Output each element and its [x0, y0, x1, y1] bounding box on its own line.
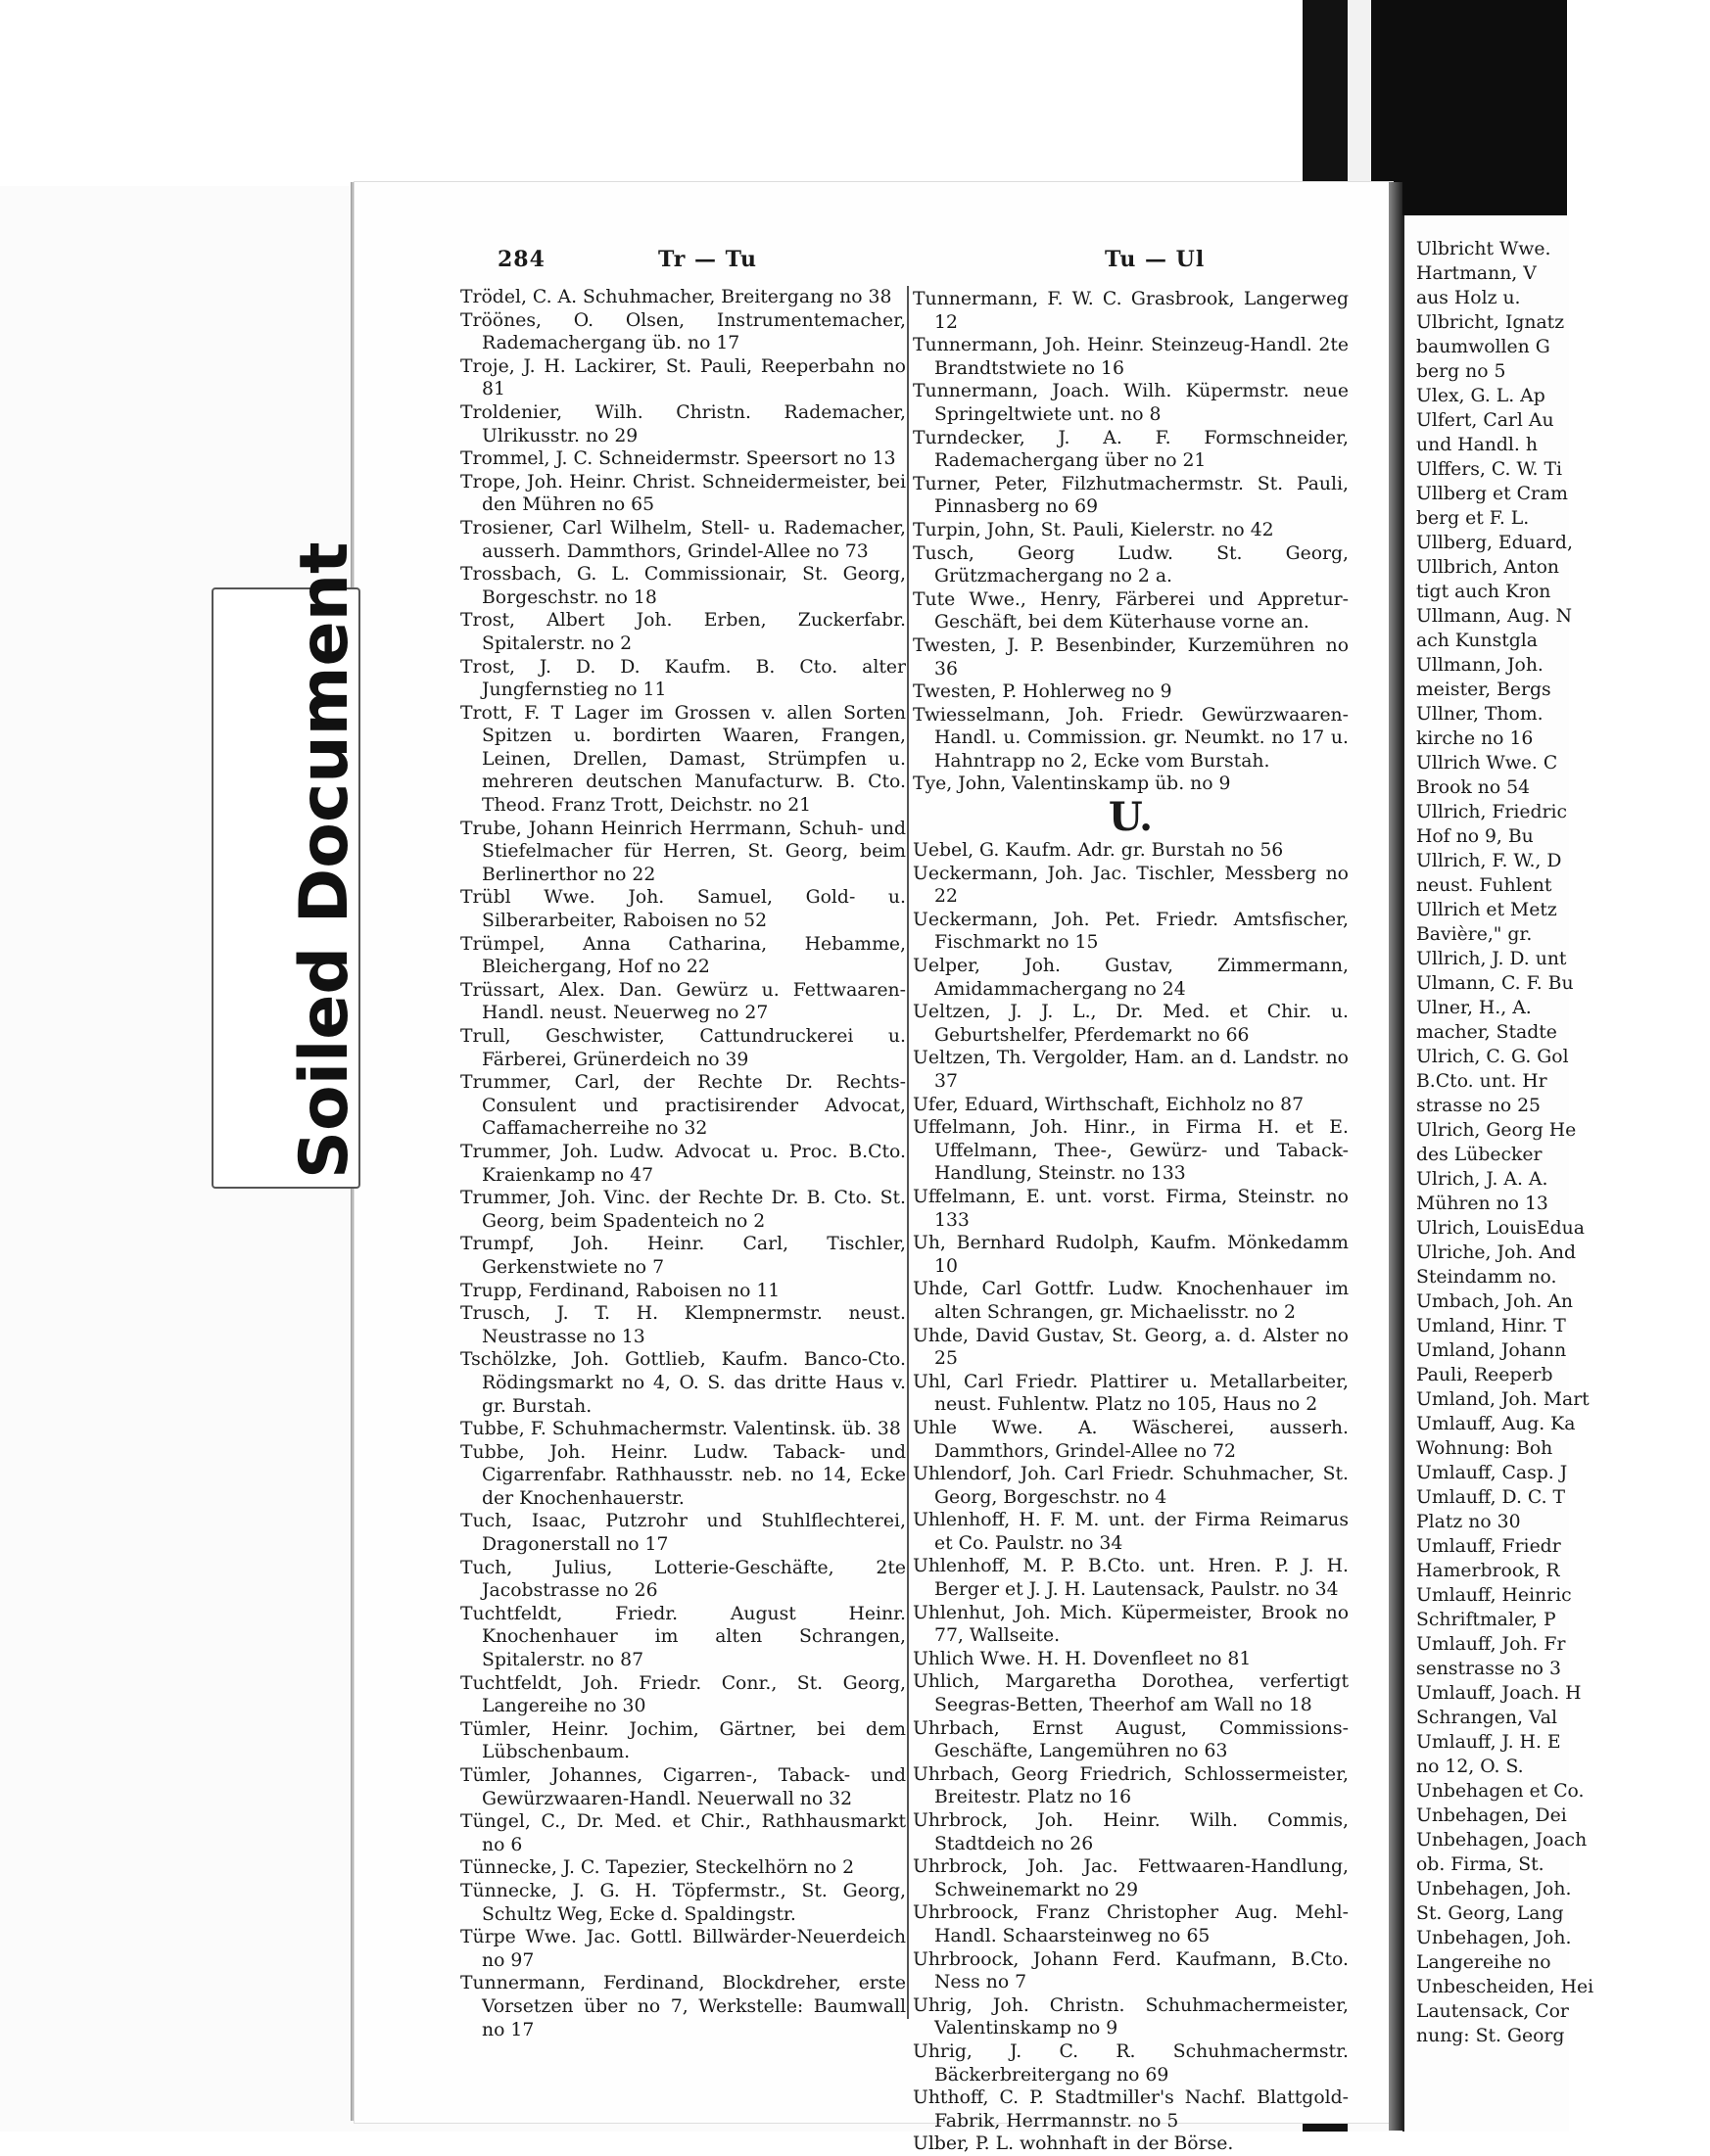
directory-entry: Uhrig, Joh. Christn. Schuhmachermeister, Valentinskamp no 9	[913, 1994, 1349, 2039]
directory-entry: Uhlich Wwe. H. H. Dovenfleet no 81	[913, 1648, 1252, 1669]
directory-entry: Uh, Bernhard Rudolph, Kaufm. Mönkedamm 10	[913, 1233, 1349, 1277]
next-page-line: nung: St. Georg	[1416, 2026, 1565, 2046]
directory-entry: Troldenier, Wilh. Christn. Rademacher, Ulrikusstr. no 29	[460, 401, 906, 446]
next-page-line: Ulrich, Georg He	[1416, 1120, 1577, 1141]
next-page-line: Umlauff, Friedr	[1416, 1536, 1561, 1557]
directory-entry: Ulber, P. L. wohnhaft in der Börse.	[913, 2133, 1234, 2155]
directory-entry: Uhrbach, Ernst August, Commissions-Geschäfte, Langemühren no 63	[913, 1717, 1349, 1762]
next-page-line: Ulbricht Wwe.	[1416, 239, 1551, 259]
directory-entry: Uhlenhoff, M. P. B.Cto. unt. Hren. P. J. H. Berger et J. J. H. Lautensack, Paulstr. no 34	[913, 1556, 1349, 1601]
directory-entry: Tüngel, C., Dr. Med. et Chir., Rathhausmarkt no 6	[460, 1811, 906, 1855]
directory-entry: Uhrbrock, Joh. Heinr. Wilh. Commis, Stadtdeich no 26	[913, 1810, 1349, 1854]
next-page-line: Langereihe no	[1416, 1952, 1551, 1973]
next-page-line: Unbescheiden, Hei	[1416, 1977, 1594, 1997]
next-page-line: senstrasse no 3	[1416, 1659, 1561, 1679]
next-page-line: baumwollen G	[1416, 337, 1550, 357]
next-page-line: no 12, O. S.	[1416, 1757, 1524, 1777]
directory-entry: Tuchtfeldt, Joh. Friedr. Conr., St. Georg, Langereihe no 30	[460, 1672, 906, 1717]
next-page-line: Unbehagen, Joh.	[1416, 1928, 1572, 1948]
directory-entry: Uhde, David Gustav, St. Georg, a. d. Alster no 25	[913, 1325, 1349, 1370]
next-page-line: Umlauff, Joh. Fr	[1416, 1634, 1566, 1655]
right-column-t-entries	[913, 288, 1349, 796]
directory-entry: Tschölzke, Joh. Gottlieb, Kaufm. Banco-Cto. Rödingsmarkt no 4, O. S. das dritte Haus v. gr. Burstah.	[460, 1349, 906, 1417]
right-column	[913, 288, 1349, 2156]
next-page-line: Ulbricht, Ignatz	[1416, 312, 1565, 333]
next-page-line: berg et F. L.	[1416, 508, 1530, 529]
next-page-line: Hof no 9, Bu	[1416, 826, 1534, 847]
directory-entry: Turner, Peter, Filzhutmachermstr. St. Pauli, Pinnasberg no 69	[913, 473, 1349, 518]
directory-entry: Trost, J. D. D. Kaufm. B. Cto. alter Jungfernstieg no 11	[460, 656, 906, 701]
directory-entry: Twesten, P. Hohlerweg no 9	[913, 681, 1172, 703]
directory-entry: Twesten, J. P. Besenbinder, Kurzemühren no 36	[913, 634, 1349, 680]
directory-entry: Uhthoff, C. P. Stadtmiller's Nachf. Blattgold-Fabrik, Herrmannstr. no 5	[913, 2087, 1349, 2132]
next-page-line: Ulner, H., A.	[1416, 998, 1532, 1018]
directory-entry: Uhl, Carl Friedr. Plattirer u. Metallarbeiter, neust. Fuhlentw. Platz no 105, Haus no 2	[913, 1371, 1349, 1416]
directory-entry: Tünnecke, J. C. Tapezier, Steckelhörn no 2	[460, 1857, 855, 1879]
next-page-column	[1416, 237, 1710, 2048]
directory-entry: Uelper, Joh. Gustav, Zimmermann, Amidammachergang no 24	[913, 956, 1349, 1000]
directory-entry: Trosiener, Carl Wilhelm, Stell- u. Rademacher, ausserh. Dammthors, Grindel-Allee no 73	[460, 517, 906, 562]
directory-entry: Turndecker, J. A. F. Formschneider, Rademachergang über no 21	[913, 427, 1349, 472]
stamp-label: Soiled Document	[286, 541, 363, 1179]
directory-entry: Ueckermann, Joh. Jac. Tischler, Messberg no 22	[913, 863, 1349, 908]
directory-entry: Tuchtfeldt, Friedr. August Heinr. Knochenhauer im alten Schrangen, Spitalerstr. no 87	[460, 1603, 906, 1671]
next-page-line: Ulriche, Joh. And	[1416, 1242, 1577, 1263]
next-page-line: berg no 5	[1416, 361, 1506, 382]
next-page-line: Umland, Joh. Mart	[1416, 1389, 1590, 1410]
next-page-line: Umlauff, J. H. E	[1416, 1732, 1561, 1753]
next-page-line: Lautensack, Cor	[1416, 2001, 1569, 2022]
directory-entry: Troje, J. H. Lackirer, St. Pauli, Reeperbahn no 81	[460, 355, 906, 400]
directory-entry: Trost, Albert Joh. Erben, Zuckerfabr. Spitalerstr. no 2	[460, 610, 906, 654]
next-page-line: ob. Firma, St.	[1416, 1854, 1544, 1875]
directory-entry: Tünnecke, J. G. H. Töpfermstr., St. Georg, Schultz Weg, Ecke d. Spaldingstr.	[460, 1880, 906, 1925]
next-page-line: aus Holz u.	[1416, 288, 1521, 308]
directory-entry: Trummer, Joh. Ludw. Advocat u. Proc. B.Cto. Kraienkamp no 47	[460, 1141, 906, 1186]
directory-entry: Trube, Johann Heinrich Herrmann, Schuh- und Stiefelmacher für Herren, St. Georg, beim Berlinerthor no 22	[460, 818, 906, 885]
next-page-line: Mühren no 13	[1416, 1194, 1548, 1214]
gutter-shadow	[1389, 182, 1402, 2131]
directory-entry: Uhlich, Margaretha Dorothea, verfertigt Seegras-Betten, Theerhof am Wall no 18	[913, 1671, 1349, 1716]
next-page-line: des Lübecker	[1416, 1145, 1543, 1165]
next-page-line: Ulex, G. L. Ap	[1416, 386, 1545, 406]
next-page-line: Ullrich, J. D. unt	[1416, 949, 1567, 969]
next-page-line: neust. Fuhlent	[1416, 875, 1552, 896]
next-page-line: Unbehagen, Dei	[1416, 1805, 1567, 1826]
next-page-line: Wohnung: Boh	[1416, 1438, 1553, 1459]
next-page-line: strasse no 25	[1416, 1096, 1541, 1116]
right-running-head: Tu — Ul	[1105, 247, 1206, 272]
directory-entry: Tute Wwe., Henry, Färberei und Appretur-Geschäft, bei dem Küterhause vorne an.	[913, 588, 1349, 633]
next-page-line: Umbach, Joh. An	[1416, 1291, 1573, 1312]
next-page-line: Ullberg et Cram	[1416, 484, 1568, 504]
next-page-line: St. Georg, Lang	[1416, 1903, 1564, 1924]
directory-entry: Trull, Geschwister, Cattundruckerei u. Färberei, Grünerdeich no 39	[460, 1026, 906, 1070]
next-page-line: Hartmann, V	[1416, 263, 1537, 284]
directory-entry: Tunnermann, Joach. Wilh. Küpermstr. neue Springeltwiete unt. no 8	[913, 381, 1349, 425]
next-page-line: ach Kunstgla	[1416, 631, 1539, 651]
next-page-fragment	[1402, 215, 1594, 2132]
next-page-line: Ullbrich, Anton	[1416, 557, 1560, 578]
directory-entry: Trossbach, G. L. Commissionair, St. Georg, Borgeschstr. no 18	[460, 564, 906, 608]
directory-entry: Tunnermann, F. W. C. Grasbrook, Langerweg 12	[913, 289, 1349, 333]
next-page-line: Ulrich, C. G. Gol	[1416, 1047, 1569, 1067]
directory-entry: Uhrig, J. C. R. Schuhmachermstr. Bäckerbreitergang no 69	[913, 2040, 1349, 2086]
next-page-line: Unbehagen et Co.	[1416, 1781, 1585, 1802]
next-page-line: Umlauff, Heinric	[1416, 1585, 1572, 1606]
next-page-line: Steindamm no.	[1416, 1267, 1557, 1288]
directory-entry: Trumpf, Joh. Heinr. Carl, Tischler, Gerkenstwiete no 7	[460, 1234, 906, 1278]
directory-entry: Tuch, Julius, Lotterie-Geschäfte, 2te Jacobstrasse no 26	[460, 1557, 906, 1602]
directory-entry: Trope, Joh. Heinr. Christ. Schneidermeister, bei den Mühren no 65	[460, 471, 906, 516]
directory-entry: Tunnermann, Joh. Heinr. Steinzeug-Handl. 2te Brandtstwiete no 16	[913, 335, 1349, 379]
directory-entry: Trummer, Joh. Vinc. der Rechte Dr. B. Cto. St. Georg, beim Spadenteich no 2	[460, 1188, 906, 1232]
directory-entry: Tümler, Heinr. Jochim, Gärtner, bei dem Lübschenbaum.	[460, 1718, 906, 1763]
next-page-line: Brook no 54	[1416, 777, 1531, 798]
next-page-line: Platz no 30	[1416, 1512, 1521, 1532]
next-page-line: Umlauff, Aug. Ka	[1416, 1414, 1576, 1434]
directory-entry: Uebel, G. Kaufm. Adr. gr. Burstah no 56	[913, 840, 1284, 862]
directory-entry: Uhle Wwe. A. Wäscherei, ausserh. Dammthors, Grindel-Allee no 72	[913, 1417, 1349, 1462]
next-page-line: Umland, Hinr. T	[1416, 1316, 1566, 1336]
next-page-line: Ullrich, Friedric	[1416, 802, 1568, 822]
section-letter: U.	[1108, 794, 1154, 841]
directory-entry: Trüssart, Alex. Dan. Gewürz u. Fettwaaren-Handl. neust. Neuerweg no 27	[460, 979, 906, 1024]
directory-entry: Ueltzen, J. J. L., Dr. Med. et Chir. u. Geburtshelfer, Pferdemarkt no 66	[913, 1002, 1349, 1046]
next-page-line: Unbehagen, Joach	[1416, 1830, 1588, 1851]
directory-entry: Trupp, Ferdinand, Raboisen no 11	[460, 1280, 781, 1301]
directory-entry: Uhrbach, Georg Friedrich, Schlossermeister, Breitestr. Platz no 16	[913, 1763, 1349, 1808]
directory-entry: Ueltzen, Th. Vergolder, Ham. an d. Landstr. no 37	[913, 1048, 1349, 1092]
directory-entry: Tusch, Georg Ludw. St. Georg, Grützmachergang no 2 a.	[913, 542, 1349, 587]
directory-entry: Uhrbroock, Johann Ferd. Kaufmann, B.Cto. Ness no 7	[913, 1948, 1349, 1993]
next-page-line: meister, Bergs	[1416, 680, 1551, 700]
scan-margin	[0, 0, 1303, 186]
directory-entry: Trümpel, Anna Catharina, Hebamme, Bleichergang, Hof no 22	[460, 933, 906, 978]
directory-entry: Tümler, Johannes, Cigarren-, Taback- und Gewürzwaaren-Handl. Neuerwall no 32	[460, 1765, 906, 1809]
directory-entry: Uhrbrock, Joh. Jac. Fettwaaren-Handlung, Schweinemarkt no 29	[913, 1856, 1349, 1900]
directory-entry: Trott, F. T Lager im Grossen v. allen Sorten Spitzen u. bordirten Waaren, Frangen, Leinen, Drellen, Damast, Strümpfen u. mehreren deutschen Manufacturw. B. Cto. Theod. Franz Trott, Deichstr. no 21	[460, 702, 906, 817]
next-page-line: Umland, Johann	[1416, 1340, 1567, 1361]
left-running-head: Tr — Tu	[658, 247, 758, 272]
directory-entry: Uffelmann, Joh. Hinr., in Firma H. et E. Uffelmann, Thee-, Gewürz- und Taback-Handlung, Steinstr. no 133	[913, 1117, 1349, 1185]
next-page-line: kirche no 16	[1416, 728, 1534, 749]
directory-entry: Uhlenhoff, H. F. M. unt. der Firma Reimarus et Co. Paulstr. no 34	[913, 1510, 1349, 1554]
next-page-line: B.Cto. unt. Hr	[1416, 1071, 1547, 1092]
next-page-line: Ullrich Wwe. C	[1416, 753, 1558, 773]
next-page-line: tigt auch Kron	[1416, 582, 1551, 602]
next-page-line: Ulrich, J. A. A.	[1416, 1169, 1548, 1190]
directory-entry: Tröönes, O. Olsen, Instrumentemacher, Rademachergang üb. no 17	[460, 309, 906, 354]
directory-entry: Trummer, Carl, der Rechte Dr. Rechts-Consulent und practisirender Advocat, Caffamacherreihe no 32	[460, 1072, 906, 1140]
next-page-line: Umlauff, Casp. J	[1416, 1463, 1568, 1483]
directory-entry: Uhde, Carl Gottfr. Ludw. Knochenhauer im alten Schrangen, gr. Michaelisstr. no 2	[913, 1279, 1349, 1323]
left-column	[460, 286, 906, 2041]
next-page-line: Unbehagen, Joh.	[1416, 1879, 1572, 1899]
next-page-line: Pauli, Reeperb	[1416, 1365, 1553, 1385]
directory-entry: Uhlenhut, Joh. Mich. Küpermeister, Brook no 77, Wallseite.	[913, 1602, 1349, 1647]
next-page-line: Ullner, Thom.	[1416, 704, 1544, 725]
directory-entry: Twiesselmann, Joh. Friedr. Gewürzwaaren-Handl. u. Commission. gr. Neumkt. no 17 u. Hahntrapp no 2, Ecke vom Burstah.	[913, 704, 1349, 772]
next-page-line: Umlauff, Joach. H	[1416, 1683, 1582, 1704]
directory-entry: Trödel, C. A. Schuhmacher, Breitergang no 38	[460, 287, 892, 307]
next-page-line: Ulrich, LouisEdua	[1416, 1218, 1585, 1239]
next-page-line: macher, Stadte	[1416, 1022, 1557, 1043]
directory-entry: Uffelmann, E. unt. vorst. Firma, Steinstr. no 133	[913, 1186, 1349, 1231]
directory-entry: Uhlendorf, Joh. Carl Friedr. Schuhmacher, St. Georg, Borgeschstr. no 4	[913, 1464, 1349, 1508]
directory-entry: Tunnermann, Ferdinand, Blockdreher, erste Vorsetzen über no 7, Werkstelle: Baumwall no 17	[460, 1973, 906, 2040]
directory-entry: Tubbe, F. Schuhmachermstr. Valentinsk. üb. 38	[460, 1419, 901, 1440]
right-column-u-entries	[913, 839, 1349, 2156]
next-page-line: Ulmann, C. F. Bu	[1416, 973, 1574, 994]
next-page-line: und Handl. h	[1416, 435, 1538, 455]
next-page-line: Ullmann, Aug. N	[1416, 606, 1573, 627]
page-number: 284	[498, 247, 546, 272]
next-page-line: Ulfert, Carl Au	[1416, 410, 1554, 431]
next-page-line: Ullrich, F. W., D	[1416, 851, 1562, 871]
next-page-line: Ullmann, Joh.	[1416, 655, 1544, 676]
column-divider	[907, 286, 909, 2019]
next-page-line: Hamerbrook, R	[1416, 1561, 1560, 1581]
next-page-line: Schriftmaler, P	[1416, 1610, 1556, 1630]
next-page-line: Umlauff, D. C. T	[1416, 1487, 1566, 1508]
next-page-line: Bavière," gr.	[1416, 924, 1533, 945]
next-page-line: Schrangen, Val	[1416, 1708, 1557, 1728]
directory-entry: Trommel, J. C. Schneidermstr. Speersort no 13	[460, 448, 896, 470]
directory-entry: Trübl Wwe. Joh. Samuel, Gold- u. Silberarbeiter, Raboisen no 52	[460, 887, 906, 932]
next-page-line: Ulffers, C. W. Ti	[1416, 459, 1562, 480]
directory-entry: Tuch, Isaac, Putzrohr und Stuhlflechterei, Dragonerstall no 17	[460, 1511, 906, 1556]
next-page-line: Ullrich et Metz	[1416, 900, 1557, 920]
directory-entry: Turpin, John, St. Pauli, Kielerstr. no 42	[913, 519, 1274, 540]
directory-entry: Türpe Wwe. Jac. Gottl. Billwärder-Neuerdeich no 97	[460, 1927, 906, 1971]
directory-entry: Tye, John, Valentinskamp üb. no 9	[913, 773, 1231, 795]
directory-entry: Uhrbroock, Franz Christopher Aug. Mehl-Handl. Schaarsteinweg no 65	[913, 1902, 1349, 1946]
directory-entry: Ueckermann, Joh. Pet. Friedr. Amtsfischer, Fischmarkt no 15	[913, 909, 1349, 954]
next-page-line: Ullberg, Eduard,	[1416, 533, 1573, 553]
directory-entry: Trusch, J. T. H. Klempnermstr. neust. Neustrasse no 13	[460, 1303, 906, 1347]
directory-entry: Tubbe, Joh. Heinr. Ludw. Taback- und Cigarrenfabr. Rathhausstr. neb. no 14, Ecke der Knochenhauerstr.	[460, 1441, 906, 1509]
directory-entry: Ufer, Eduard, Wirthschaft, Eichholz no 87	[913, 1094, 1305, 1115]
